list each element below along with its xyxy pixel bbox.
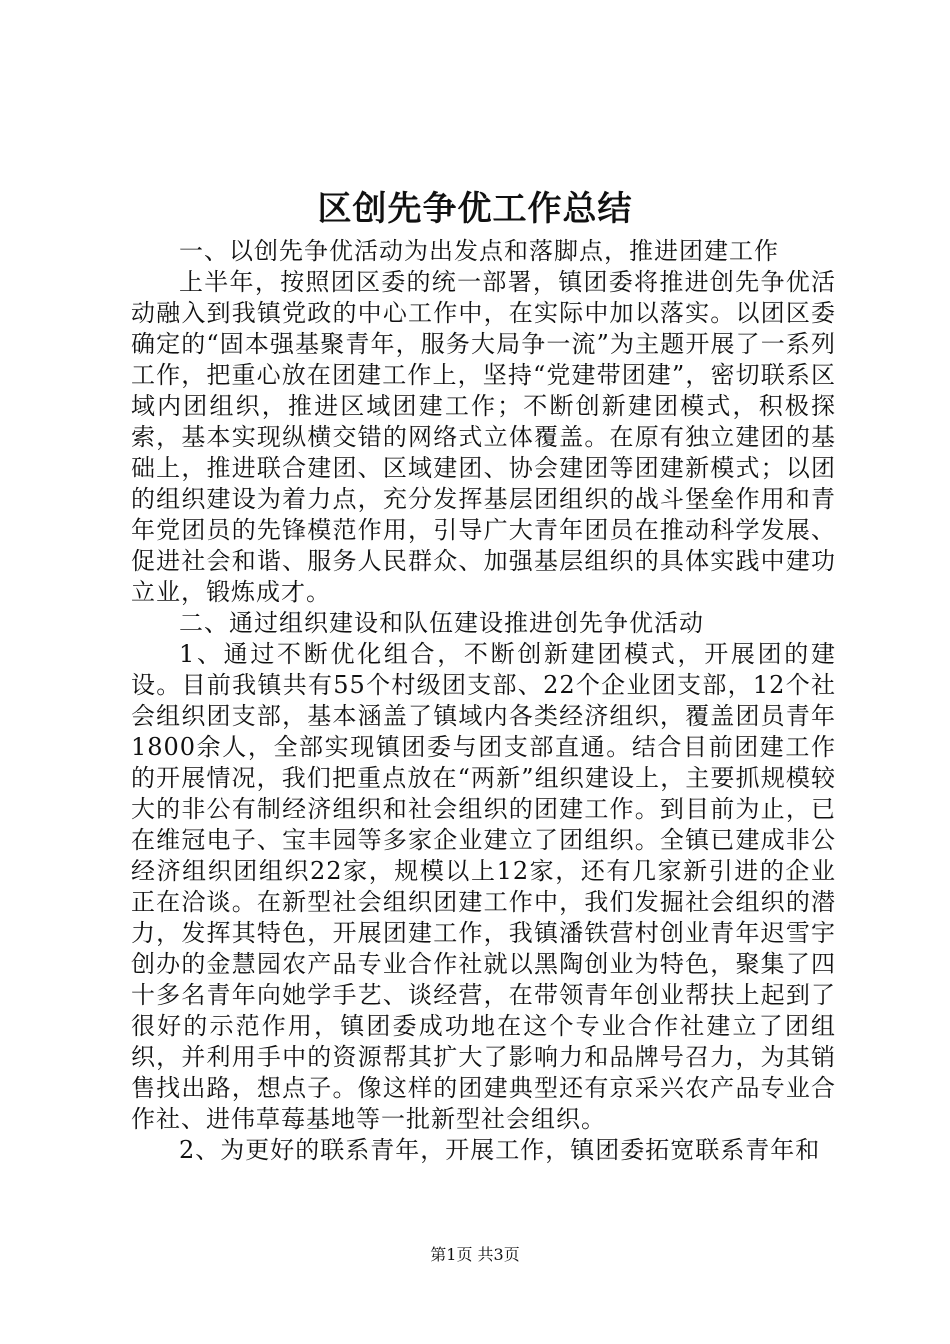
section-1-heading: 一、以创先争优活动为出发点和落脚点，推进团建工作 bbox=[179, 237, 779, 265]
section-2-paragraph-2: 2、为更好的联系青年，开展工作，镇团委拓宽联系青年和 bbox=[179, 1136, 821, 1164]
section-2-heading: 二、通过组织建设和队伍建设推进创先争优活动 bbox=[179, 609, 704, 637]
document-title: 区创先争优工作总结 bbox=[317, 189, 633, 229]
section-2-paragraph-1: 1、通过不断优化组合，不断创新建团模式，开展团的建设。目前我镇共有55个村级团支部、22个企业团支部，12个社会组织团支部，基本涵盖了镇域内各类经济组织，覆盖团员青年1800余人，全部实现镇团委与团支部直通。结合目前团建工作的开展情况，我们把重点放在“两新”组织建设上，主要抓规模较大的非公有制经济组织和社会组织的团建工作。到目前为止，已在维冠电子、宝丰园等多家企业建立了团组织。全镇已建成非公经济组织团组织22家，规模以上12家，还有几家新引进的企业正在洽谈。在新型社会组织团建工作中，我们发掘社会组织的潜力，发挥其特色，开展团建工作，我镇潘铁营村创业青年迟雪宇创办的金慧园农产品专业合作社就以黑陶创业为特色，聚集了四十多名青年向她学手艺、谈经营，在带领青年创业帮扶上起到了很好的示范作用，镇团委成功地在这个专业合作社建立了团组织，并利用手中的资源帮其扩大了影响力和品牌号召力，为其销售找出路，想点子。像这样的团建典型还有京采兴农产品专业合作社、进伟草莓基地等一批新型社会组织。 bbox=[131, 640, 836, 1133]
section-1-paragraph-1: 上半年，按照团区委的统一部署，镇团委将推进创先争优活动融入到我镇党政的中心工作中，在实际中加以落实。以团区委确定的“固本强基聚青年，服务大局争一流”为主题开展了一系列工作，把重心放在团建工作上，坚持“党建带团建”，密切联系区域内团组织，推进区域团建工作；不断创新建团模式，积极探索，基本实现纵横交错的网络式立体覆盖。在原有独立建团的基础上，推进联合建团、区域建团、协会建团等团建新模式；以团的组织建设为着力点，充分发挥基层团组织的战斗堡垒作用和青年党团员的先锋模范作用，引导广大青年团员在推动科学发展、促进社会和谐、服务人民群众、加强基层组织的具体实践中建功立业，锻炼成才。 bbox=[131, 268, 836, 606]
document-body bbox=[131, 236, 836, 1166]
page-footer: 第1页 共3页 bbox=[430, 1245, 520, 1264]
